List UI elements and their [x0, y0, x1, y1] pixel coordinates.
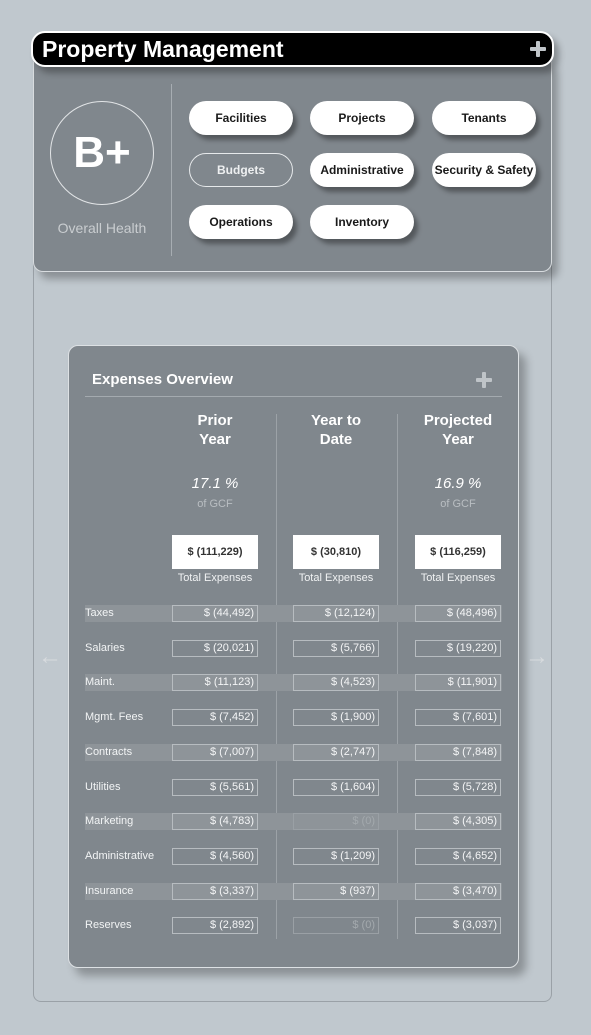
- expense-cell: $ (7,452): [172, 709, 258, 726]
- expense-cell: $ (3,037): [415, 917, 501, 934]
- expense-cell: $ (1,604): [293, 779, 379, 796]
- gcf-label: of GCF: [197, 498, 233, 510]
- expense-cell: $ (3,470): [415, 883, 501, 900]
- arrow-left-icon[interactable]: ←: [38, 643, 62, 670]
- expense-cell: $ (20,021): [172, 640, 258, 657]
- total-expenses-label: Total Expenses: [420, 572, 496, 584]
- expense-cell: $ (7,601): [415, 709, 501, 726]
- expense-cell: $ (3,337): [172, 883, 258, 900]
- expense-row-label: Salaries: [85, 641, 125, 654]
- plus-icon[interactable]: [530, 41, 546, 57]
- expense-row-label: Administrative: [85, 849, 155, 862]
- expense-cell: $ (12,124): [293, 605, 379, 622]
- total-expenses-label: Total Expenses: [298, 572, 374, 584]
- arrow-right-icon[interactable]: →: [525, 643, 549, 670]
- nav-button-budgets[interactable]: Budgets: [189, 153, 293, 187]
- expense-cell: $ (4,560): [172, 848, 258, 865]
- total-expenses-value: $ (30,810): [293, 535, 379, 569]
- total-expenses-label: Total Expenses: [177, 572, 253, 584]
- divider: [171, 84, 172, 256]
- expense-cell: $ (19,220): [415, 640, 501, 657]
- nav-button-administrative[interactable]: Administrative: [310, 153, 414, 187]
- expense-cell: $ (4,652): [415, 848, 501, 865]
- expense-cell: $ (44,492): [172, 605, 258, 622]
- expense-row-label: Marketing: [85, 815, 134, 828]
- expense-row-label: Reserves: [85, 919, 132, 932]
- column-heading: Date: [319, 431, 353, 448]
- expense-cell: $ (2,892): [172, 917, 258, 934]
- expenses-title: Expenses Overview: [92, 371, 233, 388]
- gcf-label: of GCF: [440, 498, 476, 510]
- app-title: Property Management: [42, 36, 284, 62]
- column-heading: Year to: [310, 412, 362, 429]
- expense-cell: $ (2,747): [293, 744, 379, 761]
- expense-cell: $ (11,123): [172, 674, 258, 691]
- total-expenses-value: $ (111,229): [172, 535, 258, 569]
- expense-cell: $ (5,766): [293, 640, 379, 657]
- divider: [85, 396, 502, 397]
- nav-button-tenants[interactable]: Tenants: [432, 101, 536, 135]
- column-heading: Prior: [197, 412, 233, 429]
- expense-cell: $ (0): [293, 813, 379, 830]
- total-expenses-value: $ (116,259): [415, 535, 501, 569]
- expense-row-label: Maint.: [85, 676, 115, 689]
- expense-cell: $ (0): [293, 917, 379, 934]
- nav-button-facilities[interactable]: Facilities: [189, 101, 293, 135]
- column-heading: Year: [199, 431, 231, 448]
- expense-cell: $ (1,900): [293, 709, 379, 726]
- expense-cell: $ (48,496): [415, 605, 501, 622]
- nav-button-operations[interactable]: Operations: [189, 205, 293, 239]
- health-label: Overall Health: [57, 220, 147, 236]
- column-heading: Year: [442, 431, 474, 448]
- expense-row-label: Utilities: [85, 780, 121, 793]
- gcf-percent: 16.9 %: [434, 475, 482, 492]
- expense-cell: $ (4,783): [172, 813, 258, 830]
- nav-button-projects[interactable]: Projects: [310, 101, 414, 135]
- gcf-percent: 17.1 %: [191, 475, 239, 492]
- expense-cell: $ (1,209): [293, 848, 379, 865]
- expense-row-label: Mgmt. Fees: [85, 711, 144, 724]
- expense-cell: $ (5,728): [415, 779, 501, 796]
- expense-cell: $ (937): [293, 883, 379, 900]
- expense-cell: $ (4,523): [293, 674, 379, 691]
- expense-cell: $ (11,901): [415, 674, 501, 691]
- expense-cell: $ (7,007): [172, 744, 258, 761]
- expense-row-label: Contracts: [85, 745, 133, 758]
- column-heading: Projected: [423, 412, 493, 429]
- nav-button-security-safety[interactable]: Security & Safety: [432, 153, 536, 187]
- health-grade: B+: [50, 101, 154, 205]
- expense-cell: $ (7,848): [415, 744, 501, 761]
- title-bar: [31, 31, 554, 67]
- expense-cell: $ (5,561): [172, 779, 258, 796]
- expense-row-label: Taxes: [85, 607, 114, 619]
- expense-cell: $ (4,305): [415, 813, 501, 830]
- nav-button-inventory[interactable]: Inventory: [310, 205, 414, 239]
- plus-icon[interactable]: [476, 372, 492, 388]
- expense-row-label: Insurance: [85, 884, 134, 897]
